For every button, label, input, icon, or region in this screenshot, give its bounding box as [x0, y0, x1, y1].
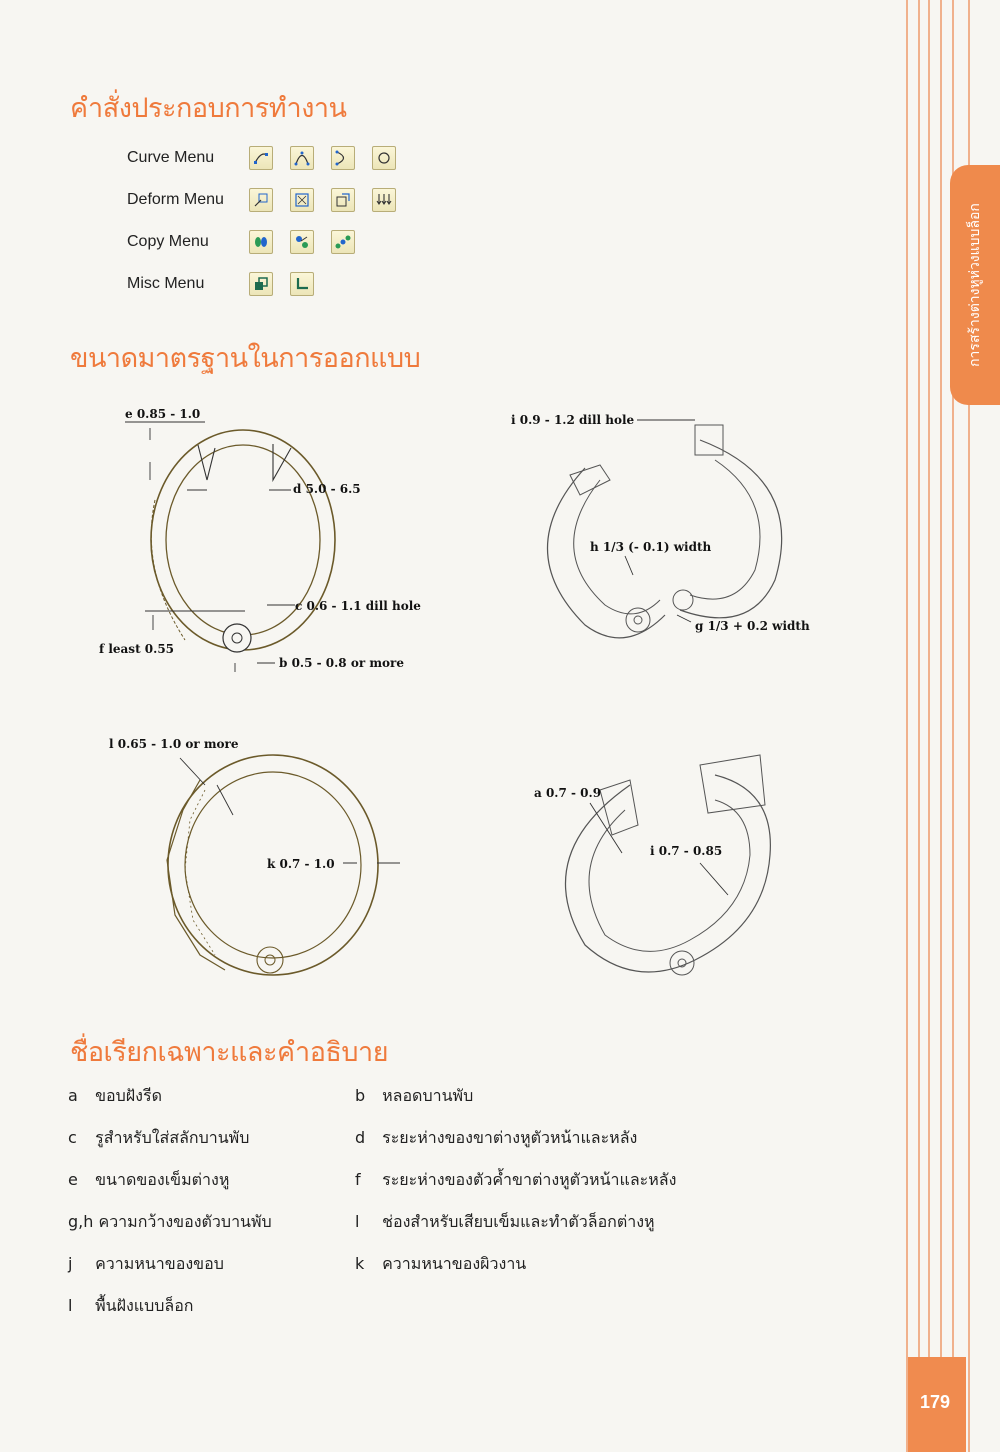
diagram-earring-lock-perspective	[530, 745, 830, 1000]
menu-label: Copy Menu	[127, 233, 209, 250]
label-d: d 5.0 - 6.5	[293, 482, 361, 496]
margin-line	[940, 0, 942, 1452]
definition-item: d ระยะห่างของขาต่างหูตัวหน้าและหลัง	[355, 1128, 638, 1147]
copy-array-icon[interactable]	[331, 230, 355, 254]
menu-label: Curve Menu	[127, 149, 215, 166]
section-title-definitions: ชื่อเรียกเฉพาะและคำอธิบาย	[70, 1037, 389, 1068]
diagram-earring-side	[95, 400, 425, 690]
margin-line	[928, 0, 930, 1452]
label-e: e 0.85 - 1.0	[125, 407, 201, 421]
circle-icon[interactable]	[372, 146, 396, 170]
definition-item: k ความหนาของผิวงาน	[355, 1254, 527, 1273]
definition-item: l ช่องสำหรับเสียบเข็มและทำตัวล็อกต่างหู	[355, 1212, 655, 1231]
definition-item: l พื้นฝังแบบล็อก	[68, 1296, 194, 1315]
curve-arc-icon[interactable]	[331, 146, 355, 170]
deform-box-icon[interactable]	[290, 188, 314, 212]
misc-menu-row	[127, 269, 314, 299]
chapter-tab	[950, 165, 1000, 405]
definition-item: b หลอดบานพับ	[355, 1086, 474, 1105]
diagram-earring-lock-front	[105, 730, 425, 985]
copy-menu-row	[127, 227, 355, 257]
deform-arrows-icon[interactable]	[372, 188, 396, 212]
curve-points-icon[interactable]	[249, 146, 273, 170]
margin-line	[906, 0, 908, 1452]
chapter-tab-label: การสร้างต่างหูห่วงแบบล็อก	[967, 203, 983, 367]
diagram-earring-open	[505, 400, 825, 670]
misc-layer-icon[interactable]	[249, 272, 273, 296]
label-l: l 0.65 - 1.0 or more	[109, 737, 239, 751]
label-k: k 0.7 - 1.0	[267, 857, 335, 871]
deform-rotate-icon[interactable]	[331, 188, 355, 212]
copy-move-icon[interactable]	[290, 230, 314, 254]
section-title-commands: คำสั่งประกอบการทำงาน	[70, 93, 347, 124]
label-a: a 0.7 - 0.9	[534, 786, 602, 800]
definition-item: e ขนาดของเข็มต่างหู	[68, 1170, 230, 1189]
page-number: 179	[920, 1392, 951, 1412]
definition-item: j ความหนาของขอบ	[68, 1254, 224, 1273]
misc-corner-icon[interactable]	[290, 272, 314, 296]
curve-menu-row	[127, 143, 396, 173]
label-g: g 1/3 + 0.2 width	[695, 619, 810, 633]
definition-item: a ขอบฝังรีด	[68, 1086, 162, 1105]
label-h: h 1/3 (- 0.1) width	[590, 540, 712, 554]
curve-control-icon[interactable]	[290, 146, 314, 170]
definition-item: c รูสำหรับใส่สลักบานพับ	[68, 1128, 250, 1147]
menu-label: Misc Menu	[127, 275, 205, 292]
label-b: b 0.5 - 0.8 or more	[279, 656, 404, 670]
margin-line	[918, 0, 920, 1452]
definition-item: f ระยะห่างของตัวค้ำขาต่างหูตัวหน้าและหลัง	[355, 1170, 677, 1189]
section-title-standards: ขนาดมาตรฐานในการออกแบบ	[70, 343, 421, 374]
menu-label: Deform Menu	[127, 191, 224, 208]
copy-mirror-icon[interactable]	[249, 230, 273, 254]
label-f: f least 0.55	[99, 642, 175, 656]
definition-item: g,h ความกว้างของตัวบานพับ	[68, 1212, 272, 1231]
label-i-hole: i 0.9 - 1.2 dill hole	[511, 413, 635, 427]
deform-menu-row	[127, 185, 396, 215]
deform-scale-icon[interactable]	[249, 188, 273, 212]
label-c: c 0.6 - 1.1 dill hole	[295, 599, 421, 613]
label-i-lock: i 0.7 - 0.85	[650, 844, 723, 858]
